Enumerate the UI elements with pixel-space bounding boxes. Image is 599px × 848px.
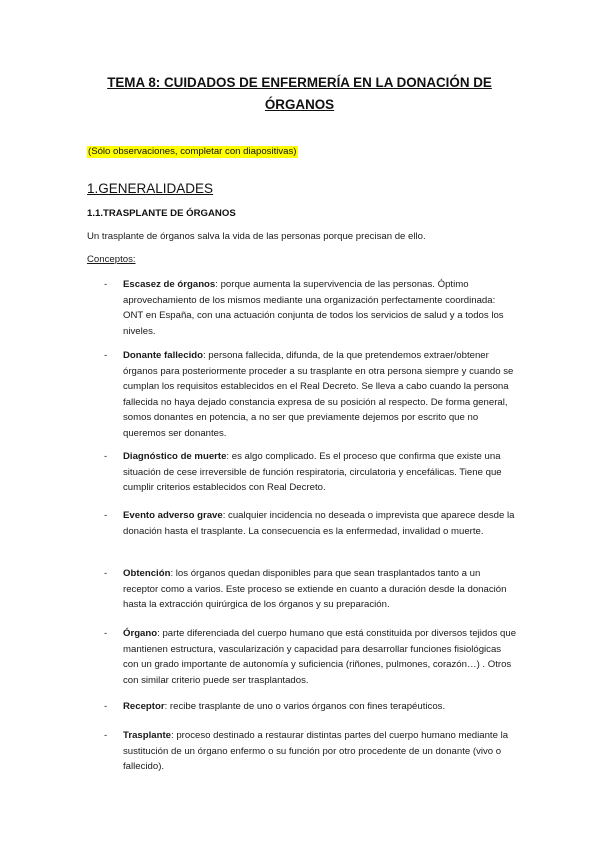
- list-bullet: -: [104, 701, 108, 712]
- title-line-1: TEMA 8: CUIDADOS DE ENFERMERÍA EN LA DONACIÓN DE: [107, 75, 492, 90]
- list-item-text: [123, 449, 517, 496]
- list-bullet: -: [104, 451, 108, 462]
- intro-paragraph: Un trasplante de órganos salva la vida de las personas porque precisan de ello.: [87, 231, 426, 242]
- item-description: : recibe trasplante de uno o varios órganos con fines terapéuticos.: [164, 701, 446, 712]
- list-item-text: [123, 566, 517, 613]
- list-bullet: -: [104, 510, 108, 521]
- subsection-heading: 1.1.TRASPLANTE DE ÓRGANOS: [87, 208, 236, 219]
- item-description: : parte diferenciada del cuerpo humano que está constituida por diversos tejidos que mantienen estructura, vascularización y capacidad para desarrollar funciones fisiológicas con un grado importante de autonomía y suficiencia (riñones, pulmones, corazón…) . Otros con similar criterio puede ser trasplantados.: [123, 628, 517, 686]
- section-heading: 1.GENERALIDADES: [87, 181, 214, 196]
- list-item-text: [123, 626, 517, 688]
- list-bullet: -: [104, 568, 108, 579]
- list-item: [87, 566, 517, 613]
- list-item-text: [123, 728, 517, 775]
- list-bullet: -: [104, 628, 108, 639]
- highlighted-note: (Sólo observaciones, completar con diapositivas): [88, 146, 297, 157]
- list-item: [87, 728, 517, 775]
- list-bullet: -: [104, 730, 108, 741]
- list-item-text: [123, 508, 517, 539]
- list-item: [87, 277, 517, 339]
- title-line-2: ÓRGANOS: [264, 97, 335, 112]
- item-term: Diagnóstico de muerte: [123, 451, 227, 462]
- item-description: : es algo complicado. Es el proceso que confirma que existe una situación de cese irreversible de función respiratoria, circulatoria y encefálicas. Tiene que cumplir criterios establecidos con Real Decreto.: [123, 451, 502, 494]
- list-item-text: [123, 699, 517, 715]
- document-title: [80, 72, 519, 116]
- item-term: Obtención: [123, 568, 171, 579]
- list-item: [87, 699, 517, 715]
- item-description: : porque aumenta la supervivencia de las personas. Óptimo aprovechamiento de los mismos mediante una organización perfectamente coordinada: ONT en España, con una actuación conjunta de todos los servicios de salud y a todos los niveles.: [123, 279, 504, 337]
- item-term: Receptor: [123, 701, 165, 712]
- list-bullet: -: [104, 350, 108, 361]
- list-item-text: [123, 277, 517, 339]
- item-description: : los órganos quedan disponibles para que sean trasplantados tanto a un receptor como a varios. Este proceso se extiende en cuanto a duración desde la donación hasta la extracción quirúrgica de los órganos y su preparación.: [123, 568, 507, 611]
- item-description: : cualquier incidencia no deseada o imprevista que aparece desde la donación hasta el trasplante. La consecuencia es la enfermedad, invalidad o muerte.: [123, 510, 515, 537]
- item-term: Órgano: [123, 628, 158, 639]
- item-term: Trasplante: [123, 730, 171, 741]
- item-term: Evento adverso grave: [123, 510, 223, 521]
- list-item: [87, 508, 517, 539]
- item-description: : persona fallecida, difunda, de la que pretendemos extraer/obtener órganos para posteriormente proceder a su trasplante en otra persona siempre y cuando se cumplan los requisitos establecidos en el Real Decreto. Se lleva a cabo cuando la persona fallecida no haya dejado constancia expresa de su posición al respecto. De forma general, somos donantes en potencia, a no ser que previamente dejemos por escrito que no queremos ser donantes.: [123, 350, 514, 439]
- item-description: : proceso destinado a restaurar distintas partes del cuerpo humano mediante la sustitución de un órgano enfermo o su función por otro procedente de un donante (vivo o fallecido).: [123, 730, 509, 773]
- item-term: Donante fallecido: [123, 350, 203, 361]
- item-term: Escasez de órganos: [123, 279, 216, 290]
- list-item: [87, 626, 517, 688]
- list-bullet: -: [104, 279, 108, 290]
- list-item-text: [123, 348, 517, 442]
- list-item: [87, 348, 517, 442]
- concepts-label: Conceptos:: [87, 254, 136, 265]
- list-item: [87, 449, 517, 496]
